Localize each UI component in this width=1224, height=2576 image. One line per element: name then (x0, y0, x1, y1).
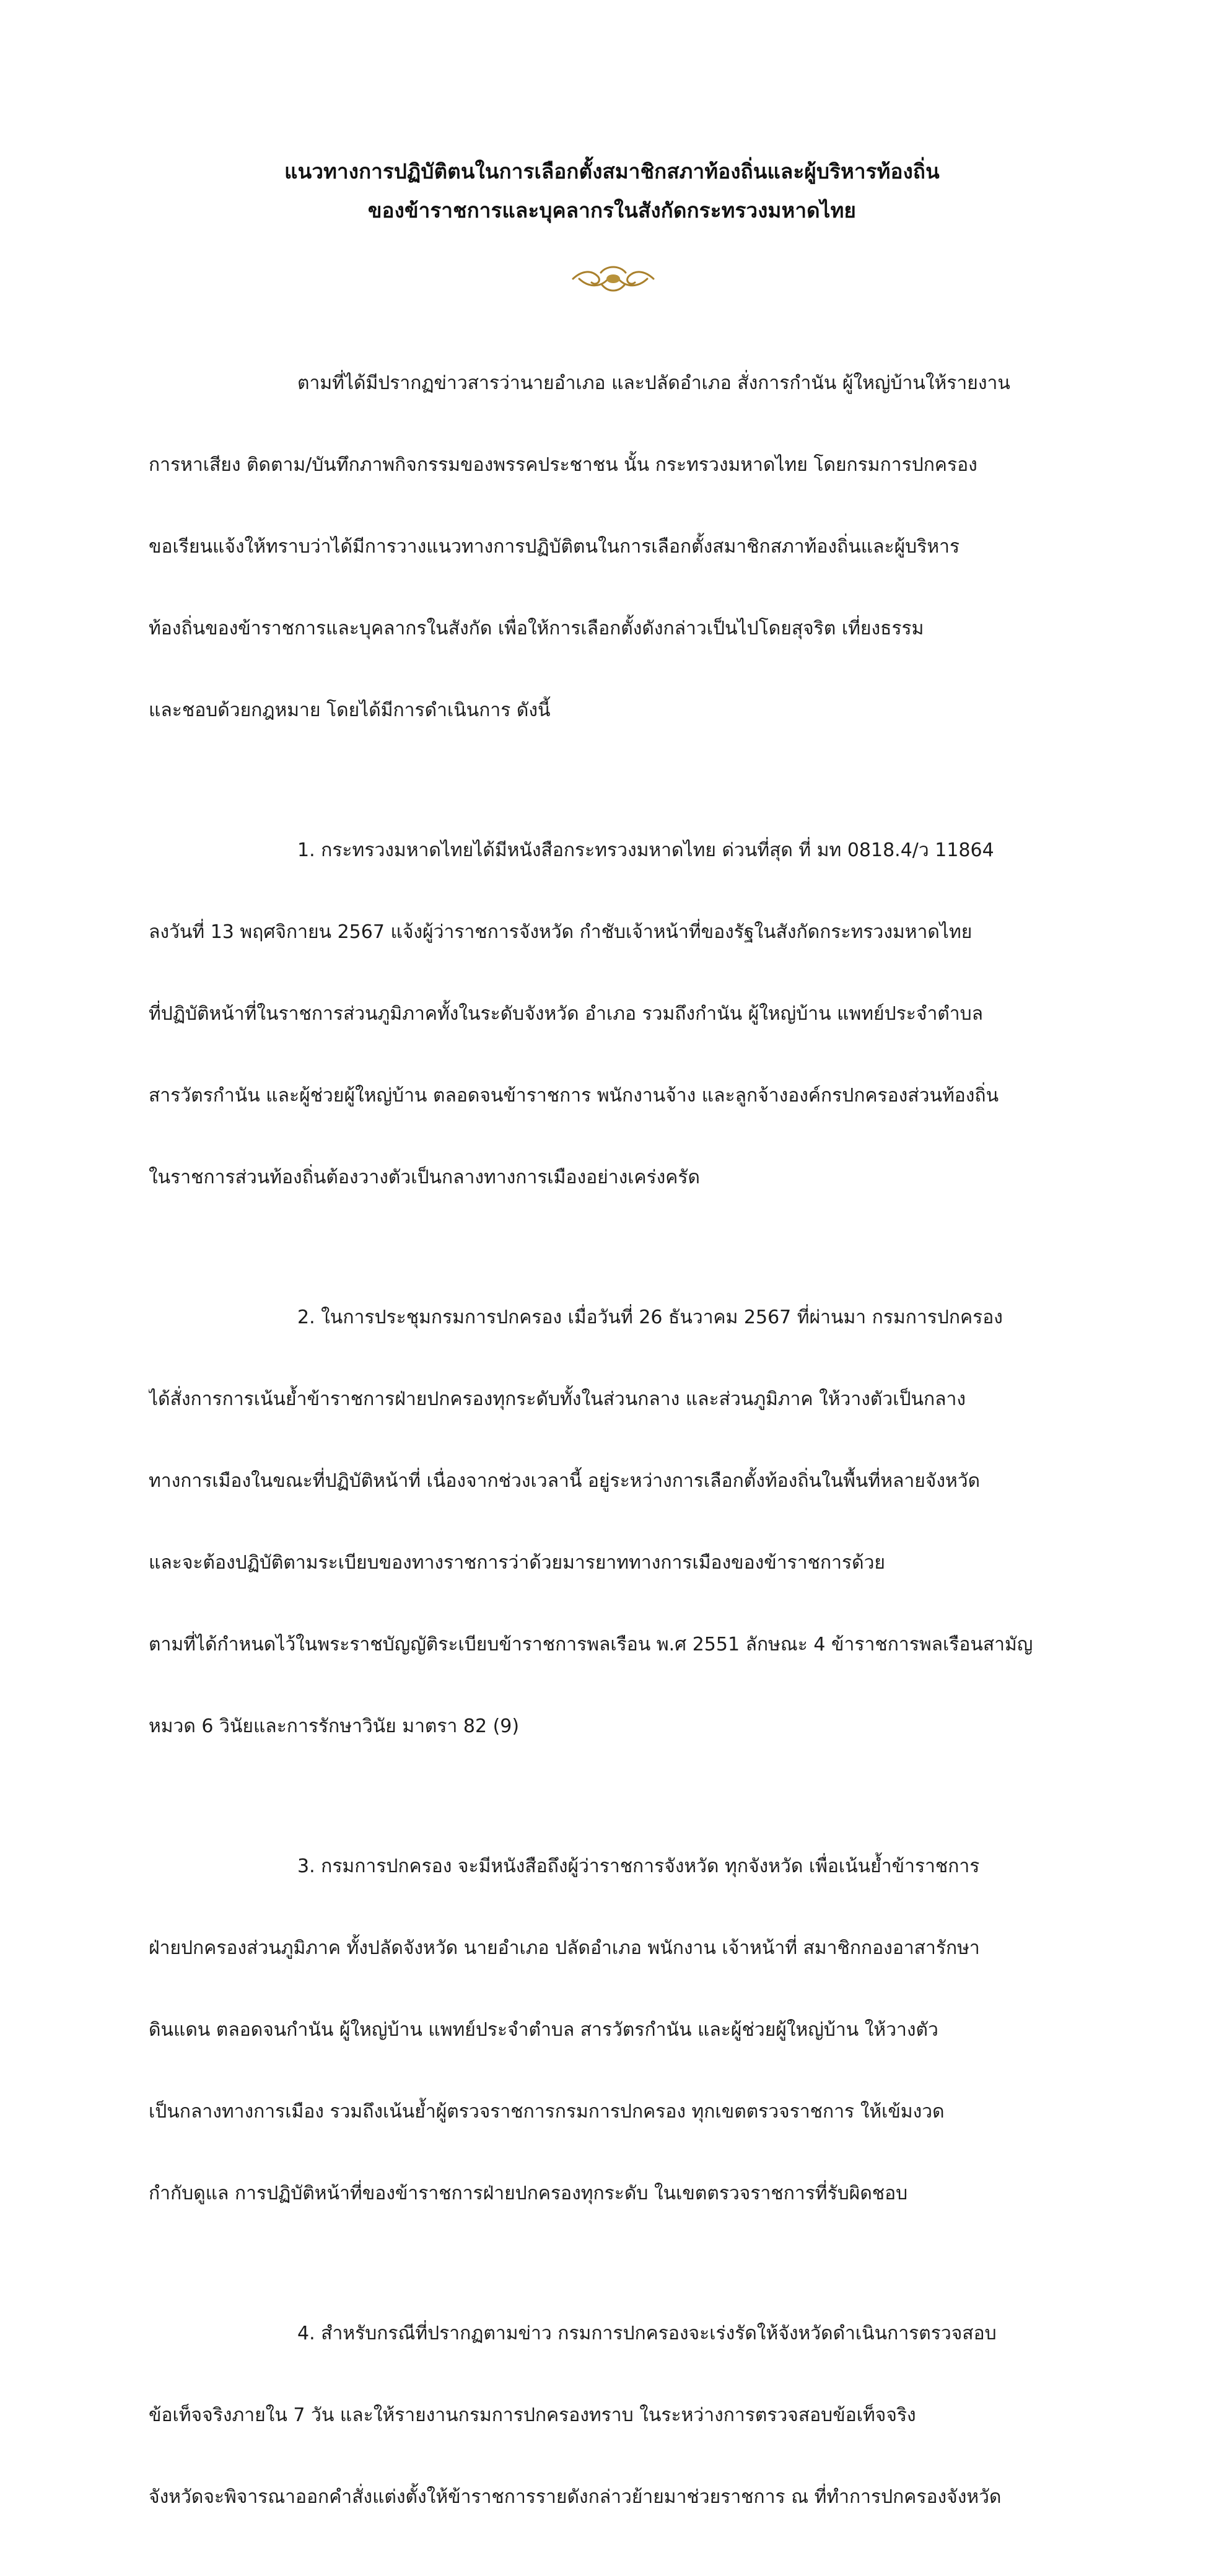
paragraph-item-4 (149, 2272, 1078, 2559)
paragraph-line: ลงวันที่ 13 พฤศจิกายน 2567 แจ้งผู้ว่าราชการจังหวัด กำชับเจ้าหน้าที่ของรัฐในสังกัดกระทรวงมหาดไทย (149, 921, 973, 943)
paragraph-line: ท้องถิ่นของข้าราชการและบุคลากรในสังกัด เพื่อให้การเลือกตั้งดังกล่าวเป็นไปโดยสุจริต เที่ยงธรรม (149, 618, 924, 639)
document-body (149, 322, 1078, 2576)
paragraph-line: ขอเรียนแจ้งให้ทราบว่าได้มีการวางแนวทางการปฏิบัติตนในการเลือกตั้งสมาชิกสภาท้องถิ่นและผู้บริหาร (149, 536, 960, 558)
paragraph-line: 2. ในการประชุมกรมการปกครอง เมื่อวันที่ 26 ธันวาคม 2567 ที่ผ่านมา กรมการปกครอง (297, 1307, 1003, 1328)
paragraph-line: และจะต้องปฏิบัติตามระเบียบของทางราชการว่าด้วยมารยาททางการเมืองของข้าราชการด้วย (149, 1552, 886, 1574)
ornament-divider-icon (458, 259, 768, 296)
paragraph-line: ได้สั่งการการเน้นย้ำข้าราชการฝ่ายปกครองทุกระดับทั้งในส่วนกลาง และส่วนภูมิภาค ให้วางตัวเป็นกลาง (149, 1388, 966, 1410)
paragraph-line: ในราชการส่วนท้องถิ่นต้องวางตัวเป็นกลางทางการเมืองอย่างเคร่งครัด (149, 1167, 700, 1188)
paragraph-line: 3. กรมการปกครอง จะมีหนังสือถึงผู้ว่าราชการจังหวัด ทุกจังหวัด เพื่อเน้นย้ำข้าราชการ (297, 1855, 980, 1877)
paragraph-line: ตามที่ได้มีปรากฏข่าวสารว่านายอำเภอ และปลัดอำเภอ สั่งการกำนัน ผู้ใหญ่บ้านให้รายงาน (297, 372, 1010, 394)
paragraph-line: จังหวัดจะพิจารณาออกคำสั่งแต่งตั้งให้ข้าราชการรายดังกล่าวย้ายมาช่วยราชการ ณ ที่ทำการปกครองจังหวัด (149, 2486, 1002, 2508)
paragraph-line: กำกับดูแล การปฏิบัติหน้าที่ของข้าราชการฝ่ายปกครองทุกระดับ ในเขตตรวจราชการที่รับผิดชอบ (149, 2183, 908, 2204)
paragraph-line: ที่ปฏิบัติหน้าที่ในราชการส่วนภูมิภาคทั้งในระดับจังหวัด อำเภอ รวมถึงกำนัน ผู้ใหญ่บ้าน แพทย์ประจำตำบล (149, 1003, 984, 1025)
paragraph-item-3 (149, 1805, 1078, 2255)
paragraph-line: ฝ่ายปกครองส่วนภูมิภาค ทั้งปลัดจังหวัด นายอำเภอ ปลัดอำเภอ พนักงาน เจ้าหน้าที่ สมาชิกกองอาสารักษา (149, 1937, 980, 1959)
paragraph-line: สารวัตรกำนัน และผู้ช่วยผู้ใหญ่บ้าน ตลอดจนข้าราชการ พนักงานจ้าง และลูกจ้างองค์กรปกครองส่วนท้องถิ่น (149, 1085, 999, 1106)
paragraph-line: ข้อเท็จจริงภายใน 7 วัน และให้รายงานกรมการปกครองทราบ ในระหว่างการตรวจสอบข้อเท็จจริง (149, 2404, 916, 2426)
title-line-1: แนวทางการปฏิบัติตนในการเลือกตั้งสมาชิกสภาท้องถิ่นและผู้บริหารท้องถิ่น (284, 159, 940, 183)
paragraph-line: ดินแดน ตลอดจนกำนัน ผู้ใหญ่บ้าน แพทย์ประจำตำบล สารวัตรกำนัน และผู้ช่วยผู้ใหญ่บ้าน ให้วางตัว (149, 2019, 938, 2041)
document-title (0, 152, 1224, 230)
paragraph-line: หมวด 6 วินัยและการรักษาวินัย มาตรา 82 (9) (149, 1715, 520, 1737)
paragraph-line: ตามที่ได้กำหนดไว้ในพระราชบัญญัติระเบียบข้าราชการพลเรือน พ.ศ 2551 ลักษณะ 4 ข้าราชการพลเรือนสามัญ (149, 1634, 1033, 1655)
paragraph-line: และชอบด้วยกฎหมาย โดยได้มีการดำเนินการ ดังนี้ (149, 699, 551, 721)
paragraph-line: 1. กระทรวงมหาดไทยได้มีหนังสือกระทรวงมหาดไทย ด่วนที่สุด ที่ มท 0818.4/ว 11864 (297, 839, 994, 861)
paragraph-item-1 (149, 789, 1078, 1239)
paragraph-intro (149, 322, 1078, 772)
paragraph-line: การหาเสียง ติดตาม/บันทึกภาพกิจกรรมของพรรคประชาชน นั้น กระทรวงมหาดไทย โดยกรมการปกครอง (149, 454, 977, 476)
paragraph-line: 4. สำหรับกรณีที่ปรากฏตามข่าว กรมการปกครองจะเร่งรัดให้จังหวัดดำเนินการตรวจสอบ (297, 2323, 997, 2344)
paragraph-line: เป็นกลางทางการเมือง รวมถึงเน้นย้ำผู้ตรวจราชการกรมการปกครอง ทุกเขตตรวจราชการ ให้เข้มงวด (149, 2101, 945, 2123)
paragraph-line: ทางการเมืองในขณะที่ปฏิบัติหน้าที่ เนื่องจากช่วงเวลานี้ อยู่ระหว่างการเลือกตั้งท้องถิ่นในพื้นที่หลายจังหวัด (149, 1470, 981, 1492)
paragraph-item-2 (149, 1256, 1078, 1788)
title-line-2: ของข้าราชการและบุคลากรในสังกัดกระทรวงมหาดไทย (367, 198, 857, 222)
